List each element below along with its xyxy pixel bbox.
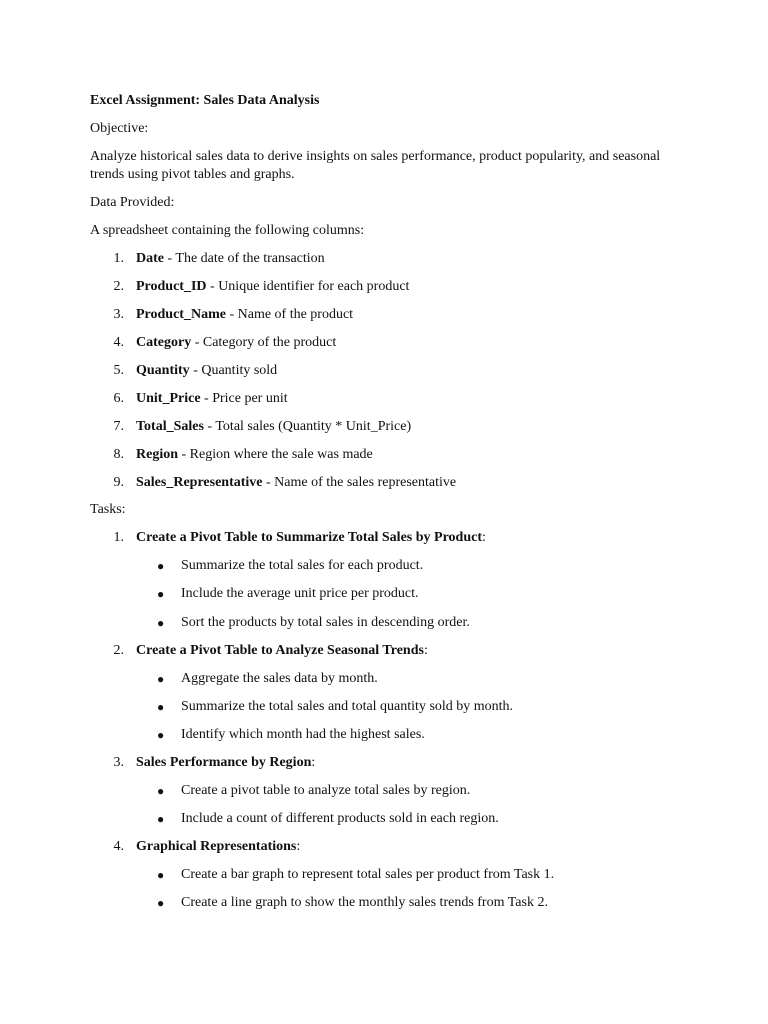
bullet-icon: ● [157,896,165,910]
bullet-icon: ● [157,700,165,714]
column-name: Sales_Representative [136,475,263,490]
column-desc: - Region where the sale was made [178,447,373,462]
list-number: 4. [113,335,124,350]
column-name: Total_Sales [136,419,204,434]
list-number: 5. [113,363,124,378]
task-subitem: Create a line graph to show the monthly sales trends from Task 2. [181,895,548,910]
list-number: 9. [113,475,124,490]
task-number: 4. [113,839,124,854]
column-desc: - Name of the product [225,307,354,322]
task-title: Sales Performance by Region [136,755,312,770]
column-entry [136,474,456,492]
list-number: 7. [113,419,124,434]
column-desc: - Name of the sales representative [262,475,457,490]
task-subitem: Sort the products by total sales in descending order. [181,615,470,630]
column-desc: - Price per unit [200,391,288,406]
column-name: Region [136,447,178,462]
column-desc: - Total sales (Quantity * Unit_Price) [203,419,412,434]
column-desc: - Unique identifier for each product [206,279,410,294]
task-number: 1. [113,530,124,545]
bullet-icon: ● [157,868,165,882]
task-suffix: : [311,755,316,770]
column-entry [136,446,373,464]
list-number: 2. [113,279,124,294]
bullet-icon: ● [157,559,165,573]
list-number: 3. [113,307,124,322]
list-number: 8. [113,447,124,462]
column-name: Product_Name [136,307,226,322]
task-title: Create a Pivot Table to Summarize Total Sales by Product [136,530,482,545]
task-title: Create a Pivot Table to Analyze Seasonal Trends [136,643,424,658]
document-title: Excel Assignment: Sales Data Analysis [90,93,320,108]
data-intro: A spreadsheet containing the following columns: [90,223,365,238]
data-provided-heading: Data Provided: [90,195,175,210]
column-entry [136,390,288,408]
column-desc: - The date of the transaction [164,251,325,266]
task-subitem: Aggregate the sales data by month. [181,671,378,686]
task-title-line [136,529,486,547]
objective-heading: Objective: [90,121,149,136]
list-number: 1. [113,251,124,266]
list-number: 6. [113,391,124,406]
task-suffix: : [481,530,486,545]
bullet-icon: ● [157,728,165,742]
bullet-icon: ● [157,616,165,630]
task-title-line [136,642,428,660]
column-name: Date [136,251,164,266]
task-subitem: Identify which month had the highest sales. [181,727,425,742]
bullet-icon: ● [157,812,165,826]
task-title-line [136,754,315,772]
task-subitem: Create a pivot table to analyze total sales by region. [181,783,471,798]
column-entry [136,278,409,296]
bullet-icon: ● [157,672,165,686]
column-desc: - Category of the product [191,335,337,350]
task-subitem: Create a bar graph to represent total sales per product from Task 1. [181,867,555,882]
task-title-line [136,838,300,856]
task-subitem: Summarize the total sales for each product. [181,558,424,573]
column-entry [136,334,336,352]
column-name: Quantity [136,363,190,378]
objective-text: Analyze historical sales data to derive insights on sales performance, product popularity, and seasonal trends using pivot tables and graphs. [90,149,661,182]
bullet-icon: ● [157,587,165,601]
task-subitem: Include a count of different products sold in each region. [181,811,499,826]
column-entry [136,306,353,324]
task-number: 3. [113,755,124,770]
task-subitem: Include the average unit price per product. [181,586,419,601]
column-entry [136,250,325,268]
column-name: Product_ID [136,279,207,294]
column-entry [136,418,411,436]
tasks-heading: Tasks: [90,502,126,517]
task-suffix: : [296,839,301,854]
column-name: Unit_Price [136,391,201,406]
bullet-icon: ● [157,784,165,798]
task-suffix: : [423,643,428,658]
task-title: Graphical Representations [136,839,297,854]
task-number: 2. [113,643,124,658]
column-desc: - Quantity sold [189,363,278,378]
column-entry [136,362,277,380]
column-name: Category [136,335,192,350]
task-subitem: Summarize the total sales and total quantity sold by month. [181,699,514,714]
